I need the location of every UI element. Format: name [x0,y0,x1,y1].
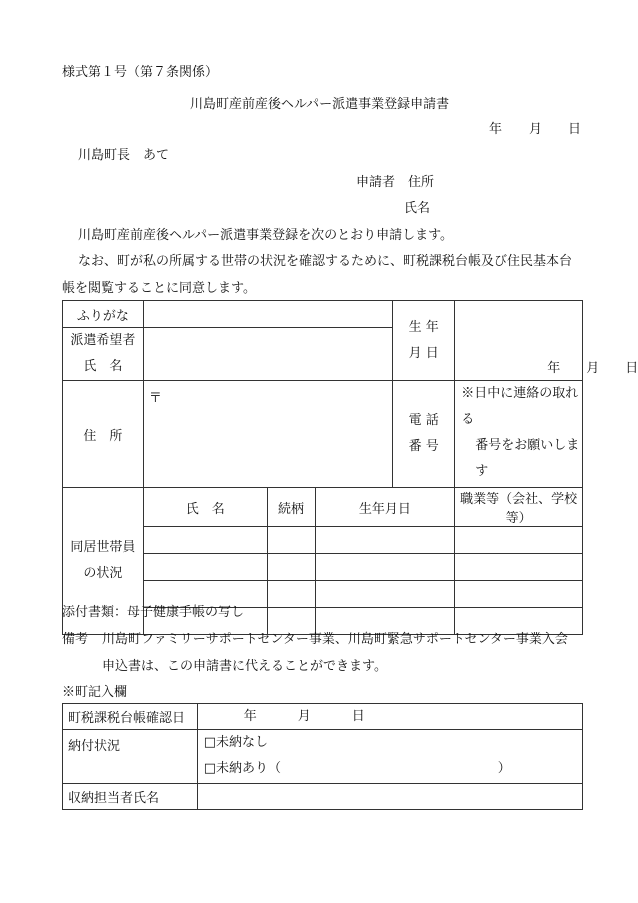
consent-statement-line1: なお、町が私の所属する世帯の状況を確認するために、町税課税台帳及び住民基本台 [78,254,573,269]
header-date-day: 日 [568,122,582,137]
tax-check-label: 町税課税台帳確認日 [63,704,198,730]
household-row-relation[interactable] [267,608,315,635]
unpaid-none-checkbox[interactable]: □未納なし [203,735,269,750]
phone-label-line1: 電 話 [408,413,439,428]
unpaid-exists-checkbox[interactable]: □未納あり（ [203,761,282,776]
application-table [62,300,638,635]
phone-note-line2: 番号をお願いします [475,438,580,479]
remarks-label: 備考 [62,632,89,647]
tax-month: 月 [297,709,311,724]
household-col-relation: 続柄 [267,488,315,527]
household-row-dob[interactable] [315,554,455,581]
document-title: 川島町産前産後ヘルパー派遣事業登録申請書 [190,97,450,112]
household-row-dob[interactable] [315,527,455,554]
dob-field[interactable] [455,301,638,381]
applicant-label-line2: 氏 名 [83,359,123,374]
household-row-name[interactable] [143,554,267,581]
household-col-dob: 生年月日 [315,488,455,527]
phone-label-line2: 番 号 [408,439,439,454]
household-row-occupation[interactable] [455,608,583,635]
tax-day: 日 [351,709,365,724]
form-number: 様式第１号（第７条関係） [62,65,219,80]
household-row-relation[interactable] [267,554,315,581]
household-row-occupation[interactable] [455,554,583,581]
household-col-name: 氏 名 [143,488,267,527]
applicant-name-label: 氏名 [404,201,431,216]
staff-name-field[interactable] [197,784,582,810]
office-use-heading: ※町記入欄 [62,685,128,700]
office-use-table [62,703,583,810]
remarks-line2: 申込書は、この申請書に代えることができます。 [102,659,387,674]
dob-month: 月 [586,361,600,376]
household-label-line2: の状況 [83,566,123,581]
attachment-note: 添付書類：母子健康手帳の写し [62,605,245,620]
header-date-year: 年 [489,122,503,137]
payment-status-field [197,730,582,784]
household-row-occupation[interactable] [455,527,583,554]
household-row-name[interactable] [143,527,267,554]
header-date-month: 月 [529,122,543,137]
unpaid-close-paren: ） [497,761,511,776]
household-row-dob[interactable] [315,581,455,608]
applicant-address-label: 申請者 住所 [356,175,435,190]
address-label: 住 所 [63,381,144,488]
address-field[interactable] [143,381,392,488]
household-row-occupation[interactable] [455,581,583,608]
household-row-name[interactable] [143,581,267,608]
dob-day: 日 [625,361,638,376]
household-row-relation[interactable] [267,581,315,608]
payment-status-label: 納付状況 [63,730,198,784]
furigana-field[interactable] [143,301,392,328]
phone-label [393,381,455,488]
applicant-name-field[interactable] [143,328,392,381]
consent-statement-line2: 帳を閲覧することに同意します。 [62,281,256,296]
postal-mark: 〒 [148,391,162,406]
applicant-name-label-cell [63,328,144,381]
phone-field[interactable] [455,381,583,488]
phone-note-line1: ※日中に連絡の取れる [461,386,579,427]
furigana-label: ふりがな [63,301,144,328]
household-label-line1: 同居世帯員 [70,540,136,555]
applicant-label-line1: 派遣希望者 [70,333,136,348]
dob-year: 年 [547,361,561,376]
remarks-line1: 川島町ファミリーサポートセンター事業、川島町緊急サポートセンター事業入会 [102,632,568,647]
dob-label-line1: 生 年 [408,319,439,335]
household-col-occupation: 職業等（会社、学校等） [455,488,583,527]
household-row-dob[interactable] [315,608,455,635]
dob-label-line2: 月 日 [408,345,439,361]
dob-label [393,301,455,381]
tax-year: 年 [243,709,257,724]
application-statement: 川島町産前産後ヘルパー派遣事業登録を次のとおり申請します。 [78,228,454,243]
staff-name-label: 収納担当者氏名 [63,784,198,810]
addressee: 川島町長 あて [78,148,170,163]
household-row-relation[interactable] [267,527,315,554]
tax-check-date-field[interactable] [197,704,582,730]
